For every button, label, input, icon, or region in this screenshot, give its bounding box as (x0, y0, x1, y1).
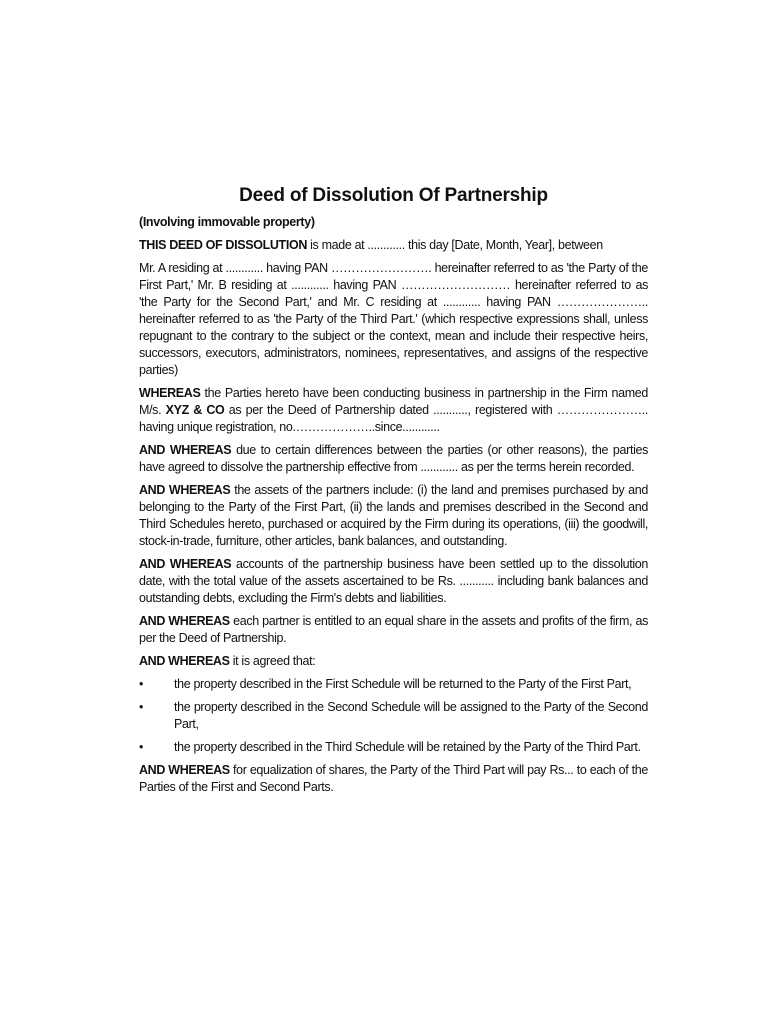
whereas-1-text-b: as per the Deed of Partnership dated ..........., registered with ………………….. having unique registration, no.………………..since............ (139, 403, 648, 434)
intro-text: is made at ............ this day [Date, Month, Year], between (307, 238, 603, 252)
whereas-paragraph-1 (139, 385, 648, 436)
whereas-2-text: due to certain differences between the parties (or other reasons), the parties have agreed to dissolve the partnership effective from ............ as per the terms herein recorded. (139, 443, 648, 474)
list-item-text: the property described in the Third Schedule will be retained by the Party of the Third Part. (174, 740, 641, 754)
document-title: Deed of Dissolution Of Partnership (239, 185, 548, 206)
document-subtitle: (Involving immovable property) (139, 215, 315, 229)
whereas-7-text: for equalization of shares, the Party of the Third Part will pay Rs... to each of the Parties of the First and Second Parts. (139, 763, 648, 794)
whereas-paragraph-6 (139, 653, 648, 670)
whereas-7-lead: AND WHEREAS (139, 763, 230, 777)
document-body (139, 184, 648, 802)
bullet-icon: • (139, 740, 144, 754)
whereas-6-text: it is agreed that: (229, 654, 316, 668)
whereas-6-lead: AND WHEREAS (139, 654, 230, 668)
whereas-4-text: accounts of the partnership business have been settled up to the dissolution date, with the total value of the assets ascertained to be Rs. ........... including bank balances and outstanding debts, excluding the Firm's debts and liabilities. (139, 557, 648, 605)
bullet-icon: • (139, 677, 144, 691)
whereas-3-text: the assets of the partners include: (i) the land and premises purchased by and belonging to the Party of the First Part, (ii) the lands and premises described in the Second and Third Schedules hereto, purchased or acquired by the Firm during its operations, (iii) the goodwill, stock-in-trade, furniture, other articles, bank balances, and outstanding. (139, 483, 648, 548)
parties-paragraph: Mr. A residing at ............ having PAN ……………………. hereinafter referred to as 'the Party of the First Part,' Mr. B residing at ............ having PAN ……………………… hereinafter referred to as 'the Party for the Second Part,' and Mr. C residing at ............ having PAN ………………….. hereinafter referred to as 'the Party of the Third Part.' (which respective expressions shall, unless repugnant to the contrary to the subject or the context, mean and include their respective heirs, successors, executors, administrators, nominees, representatives, and assigns of the respective parties) (139, 261, 648, 377)
whereas-paragraph-4 (139, 556, 648, 607)
list-item (139, 699, 648, 733)
whereas-paragraph-5 (139, 613, 648, 647)
agreement-bullet-list (139, 676, 648, 756)
intro-lead: THIS DEED OF DISSOLUTION (139, 238, 307, 252)
whereas-3-lead: AND WHEREAS (139, 483, 231, 497)
whereas-2-lead: AND WHEREAS (139, 443, 232, 457)
list-item (139, 676, 648, 693)
whereas-1-lead: WHEREAS (139, 386, 201, 400)
whereas-paragraph-2 (139, 442, 648, 476)
whereas-paragraph-3 (139, 482, 648, 550)
whereas-paragraph-7 (139, 762, 648, 796)
firm-name: XYZ & CO (165, 403, 225, 417)
bullet-icon: • (139, 700, 144, 714)
intro-paragraph (139, 237, 648, 254)
whereas-5-lead: AND WHEREAS (139, 614, 230, 628)
list-item-text: the property described in the First Schedule will be returned to the Party of the First Part, (174, 677, 632, 691)
list-item (139, 739, 648, 756)
whereas-5-text: each partner is entitled to an equal share in the assets and profits of the firm, as per the Deed of Partnership. (139, 614, 648, 645)
list-item-text: the property described in the Second Schedule will be assigned to the Party of the Second Part, (174, 700, 648, 731)
whereas-4-lead: AND WHEREAS (139, 557, 232, 571)
whereas-1-text-a: the Parties hereto have been conducting business in partnership in the Firm named M/s. (139, 386, 648, 417)
